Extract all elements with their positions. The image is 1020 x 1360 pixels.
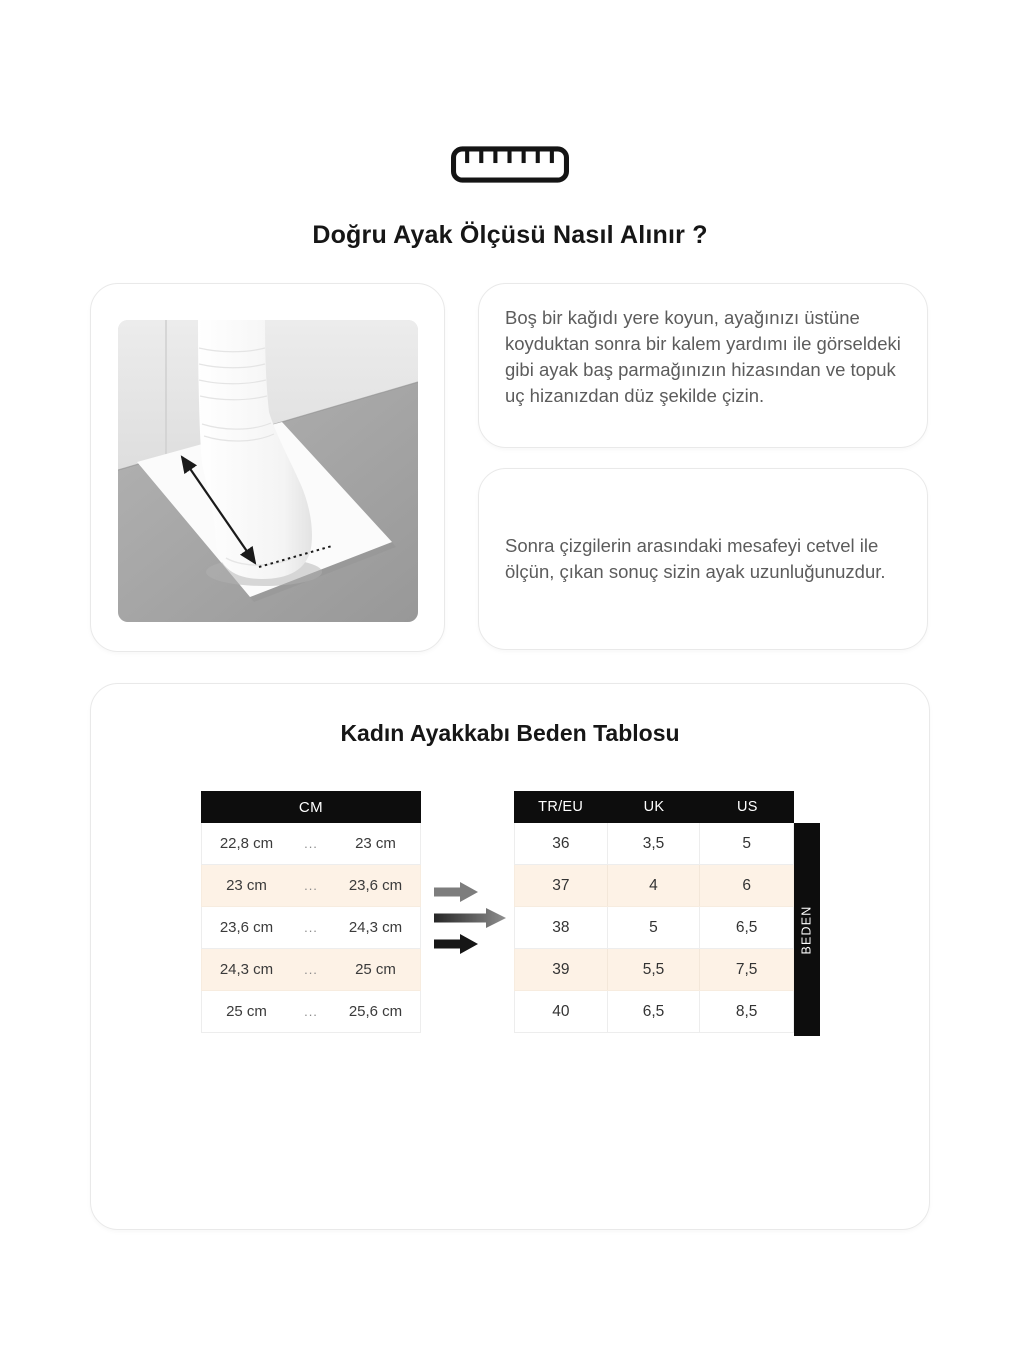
cm-range-from: 23 cm	[226, 877, 267, 894]
cm-table-row	[201, 865, 421, 907]
range-ellipsis: ...	[304, 962, 318, 977]
beden-side-bar	[794, 823, 820, 1036]
size-tr-eu: 38	[515, 907, 608, 948]
size-uk: 5,5	[608, 949, 701, 990]
size-us: 8,5	[735, 1002, 758, 1020]
beden-label: BEDEN	[800, 904, 815, 955]
instruction-card-step2	[478, 468, 928, 650]
instruction-card-step1	[478, 283, 928, 448]
cm-range-to: 24,3 cm	[348, 919, 403, 936]
size-tr-eu: 37	[515, 865, 608, 906]
size-us: 6,5	[735, 918, 758, 936]
cm-range-from: 23,6 cm	[219, 919, 274, 936]
range-ellipsis: ...	[304, 836, 318, 851]
size-table-card	[90, 683, 930, 1230]
cm-table-row	[201, 907, 421, 949]
foot-measurement-photo	[118, 320, 418, 622]
size-table-row	[514, 865, 794, 907]
size-table-row	[514, 823, 794, 865]
cm-table-row	[201, 991, 421, 1033]
cm-table-header: CM	[201, 791, 421, 823]
size-us: 6	[742, 876, 751, 894]
shoe-size-table	[514, 791, 794, 1033]
foot-on-paper-illustration	[118, 320, 418, 622]
shoe-size-table-header	[514, 791, 794, 823]
size-table-row	[514, 991, 794, 1033]
cm-range-to: 25,6 cm	[348, 1003, 403, 1020]
size-tr-eu: 36	[515, 823, 608, 864]
transfer-arrows-icon	[434, 882, 509, 959]
range-ellipsis: ...	[304, 920, 318, 935]
size-tr-eu: 40	[515, 991, 608, 1032]
header-icon-row	[0, 146, 1020, 183]
size-table-row	[514, 949, 794, 991]
cm-range-from: 25 cm	[226, 1003, 267, 1020]
size-table-title: Kadın Ayakkabı Beden Tablosu	[340, 720, 680, 746]
cm-range-from: 22,8 cm	[219, 835, 274, 852]
range-ellipsis: ...	[304, 1004, 318, 1019]
measurement-photo-card	[90, 283, 445, 652]
size-uk: 3,5	[608, 823, 701, 864]
ruler-icon	[450, 146, 570, 183]
cm-range-to: 25 cm	[355, 961, 396, 978]
cm-table-row	[201, 823, 421, 865]
cm-range-to: 23 cm	[355, 835, 396, 852]
range-ellipsis: ...	[304, 878, 318, 893]
size-tr-eu: 39	[515, 949, 608, 990]
instruction-text-step2: Sonra çizgilerin arasındaki mesafeyi cetvel ile ölçün, çıkan sonuç sizin ayak uzunluğunuzdur.	[505, 535, 886, 582]
cm-table-row	[201, 949, 421, 991]
cm-range-to: 23,6 cm	[348, 877, 403, 894]
cm-range-from: 24,3 cm	[219, 961, 274, 978]
size-uk: 6,5	[608, 991, 701, 1032]
size-uk: 4	[608, 865, 701, 906]
size-table-row	[514, 907, 794, 949]
instruction-text-step1: Boş bir kağıdı yere koyun, ayağınızı üstüne koyduktan sonra bir kalem yardımı ile görseldeki gibi ayak baş parmağınızın hizasından ve topuk uç hizanızdan düz şekilde çizin.	[505, 307, 901, 406]
header-us: US	[736, 799, 758, 815]
size-us: 5	[742, 834, 751, 852]
header-tr-eu: TR/EU	[538, 799, 584, 815]
cm-table	[201, 791, 421, 1033]
size-us: 7,5	[735, 960, 758, 978]
header-uk: UK	[643, 799, 665, 815]
size-uk: 5	[608, 907, 701, 948]
page-title: Doğru Ayak Ölçüsü Nasıl Alınır ?	[312, 221, 708, 249]
